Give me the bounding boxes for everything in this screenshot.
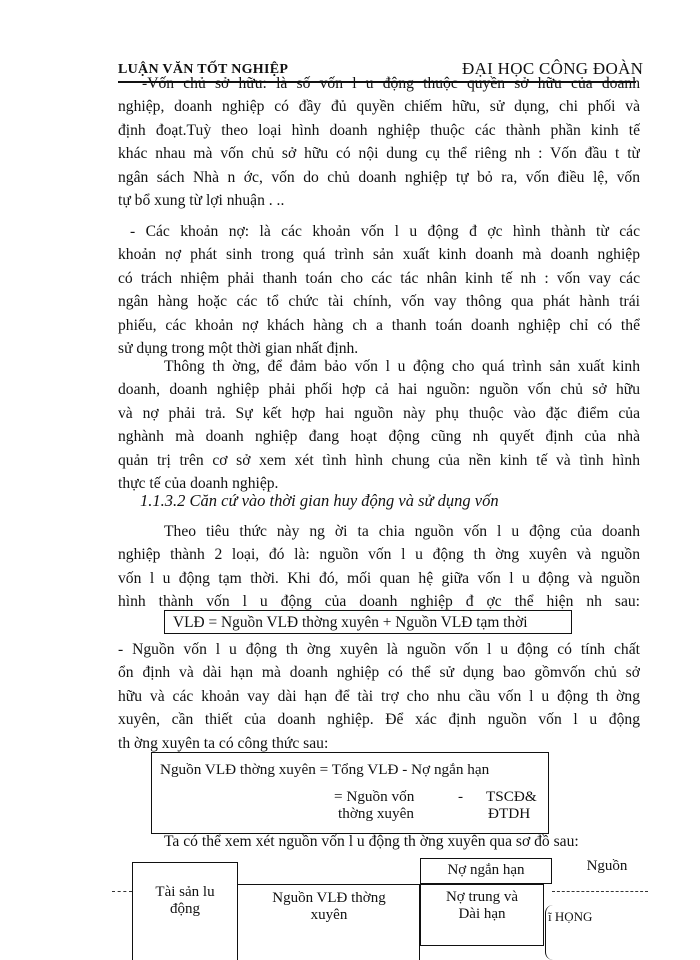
dashed-divider-right [552, 891, 648, 892]
label-short-term-debt: Nợ ngắn hạn [447, 862, 525, 878]
text-line: - Nguồn vốn l u động th ờng xuyên là nguồn vốn l u động có tính chất [118, 641, 640, 658]
formula-working-capital: VLĐ = Nguồn VLĐ thờng xuyên + Nguồn VLĐ tạm thời [164, 610, 572, 634]
text-line: -Vốn chủ sở hữu: là số vốn l u động thuộc quyền sở hữu của doanh [142, 75, 640, 92]
text-line: định đoạt.Tuỳ theo loại hình doanh nghiệp thuộc các thành phần kinh tế [118, 121, 640, 139]
text-line: Ta có thể xem xét nguồn vốn l u động th ờng xuyên qua sơ đồ sau: [164, 833, 579, 850]
text-line: có trách nhiệm phải thanh toán cho các tác nhân kinh tế nh : vốn vay các [118, 269, 640, 287]
text-line: hữu và các khoản vay dài hạn để tài trợ cho nhu cầu vốn l u động th ờng [118, 687, 640, 705]
formula-eq-source: = Nguồn vốn [334, 788, 415, 805]
text-line: vốn l u động tạm thời. Khi đó, mối quan hệ giữa vốn l u động và nguồn [118, 569, 640, 587]
label-long-term-debt-2: Dài hạn [458, 906, 506, 922]
text-line: và nợ phải trả. Sự kết hợp hai nguồn này phụ thuộc vào đặc điểm của [118, 404, 640, 422]
label-current-assets-2: động [170, 901, 200, 917]
text-line: nghiệp thành 2 loại, đó là: nguồn vốn l u động th ờng xuyên và nguồn [118, 546, 640, 564]
text-line: thực tế của doanh nghiệp. [118, 474, 279, 492]
label-permanent-capital-1: Nguồn VLĐ thờng [272, 890, 386, 906]
label-current-assets-1: Tài sản lu [155, 884, 215, 900]
formula-fixed-assets: TSCĐ& [486, 788, 537, 805]
text-line: ngân sách Nhà n ớc, vốn do chủ doanh nghiệp tự bỏ ra, vốn điều lệ, vốn [118, 168, 640, 186]
text-line: Theo tiêu thức này ng ời ta chia nguồn vốn l u động của doanh [164, 523, 640, 540]
formula-permanent-capital-box [151, 752, 549, 834]
formula-long-term-invest: ĐTDH [488, 805, 531, 822]
label-long-term-debt-1: Nợ trung và [445, 889, 519, 905]
text-line: xuyên, cần thiết của doanh nghiệp. Để xác định nguồn vốn l u động [118, 711, 640, 729]
section-heading: 1.1.3.2 Căn cứ vào thời gian huy động và sử dụng vốn [140, 491, 499, 510]
formula-eq-source-sub: thờng xuyên [338, 805, 414, 822]
text-line: - Các khoản nợ: là các khoản vốn l u động đ ợc hình thành từ các [130, 223, 640, 240]
text-line: th ờng xuyên ta có công thức sau: [118, 734, 329, 752]
label-cut-off-text: ĩ HỌNG [548, 909, 593, 924]
paragraph-owner-capital [118, 72, 640, 212]
paragraph-criteria [118, 520, 640, 614]
header-university-label: ĐẠI HỌC CÔNG ĐOÀN [462, 59, 644, 78]
text-line: tự bổ xung từ lợi nhuận . .. [118, 191, 285, 209]
text-line: hình thành vốn l u động của doanh nghiệp đ ợc thể hiện nh sau: [118, 593, 640, 611]
label-source: Nguồn [586, 858, 628, 874]
formula-minus: - [458, 788, 464, 805]
text-line: nghành mà doanh nghiệp đang hoạt động cũng nh quyết định của nhà [118, 428, 640, 446]
label-permanent-capital-2: xuyên [310, 907, 348, 923]
text-line: ổn định và dài hạn mà doanh nghiệp có thể sử dụng bao gồmvốn chủ sở [118, 664, 640, 682]
text-line: khác nhau mà vốn chủ sở hữu có nội dung cụ thể riêng nh : Vốn đầu t từ [118, 145, 640, 163]
paragraph-diagram-intro [118, 830, 640, 853]
text-line: doanh, doanh nghiệp phải phối hợp cả hai nguồn: nguồn vốn chủ sở hữu [118, 381, 640, 399]
paragraph-normally [118, 355, 640, 495]
paragraph-liabilities [118, 220, 640, 360]
header-thesis-label: LUẬN VĂN TỐT NGHIỆP [118, 62, 289, 77]
text-line: quản trị trên cơ sở xem xét tình hình chung của nền kinh tế và tình hình [118, 451, 640, 469]
dashed-divider-left [112, 891, 132, 892]
text-line: nghiệp, doanh nghiệp có đầy đủ quyền chiếm hữu, sử dụng, chi phối và [118, 98, 640, 116]
text-line: sử dụng trong một thời gian nhất định. [118, 339, 359, 357]
paragraph-permanent-source [118, 638, 640, 755]
formula-line-total: Nguồn VLĐ thờng xuyên = Tổng VLĐ - Nợ ngắn hạn [160, 761, 490, 778]
text-line: phiếu, các khoản nợ khách hàng ch a thanh toán doanh nghiệp chỉ có thể [118, 316, 640, 334]
text-line: khoản nợ phát sinh trong quá trình sản xuất kinh doanh mà doanh nghiệp [118, 246, 640, 264]
text-line: ngân hàng hoặc các tổ chức tài chính, vốn vay thông qua phát hành trái [118, 293, 640, 311]
text-line: Thông th ờng, để đảm bảo vốn l u động cho quá trình sản xuất kinh [164, 358, 640, 375]
